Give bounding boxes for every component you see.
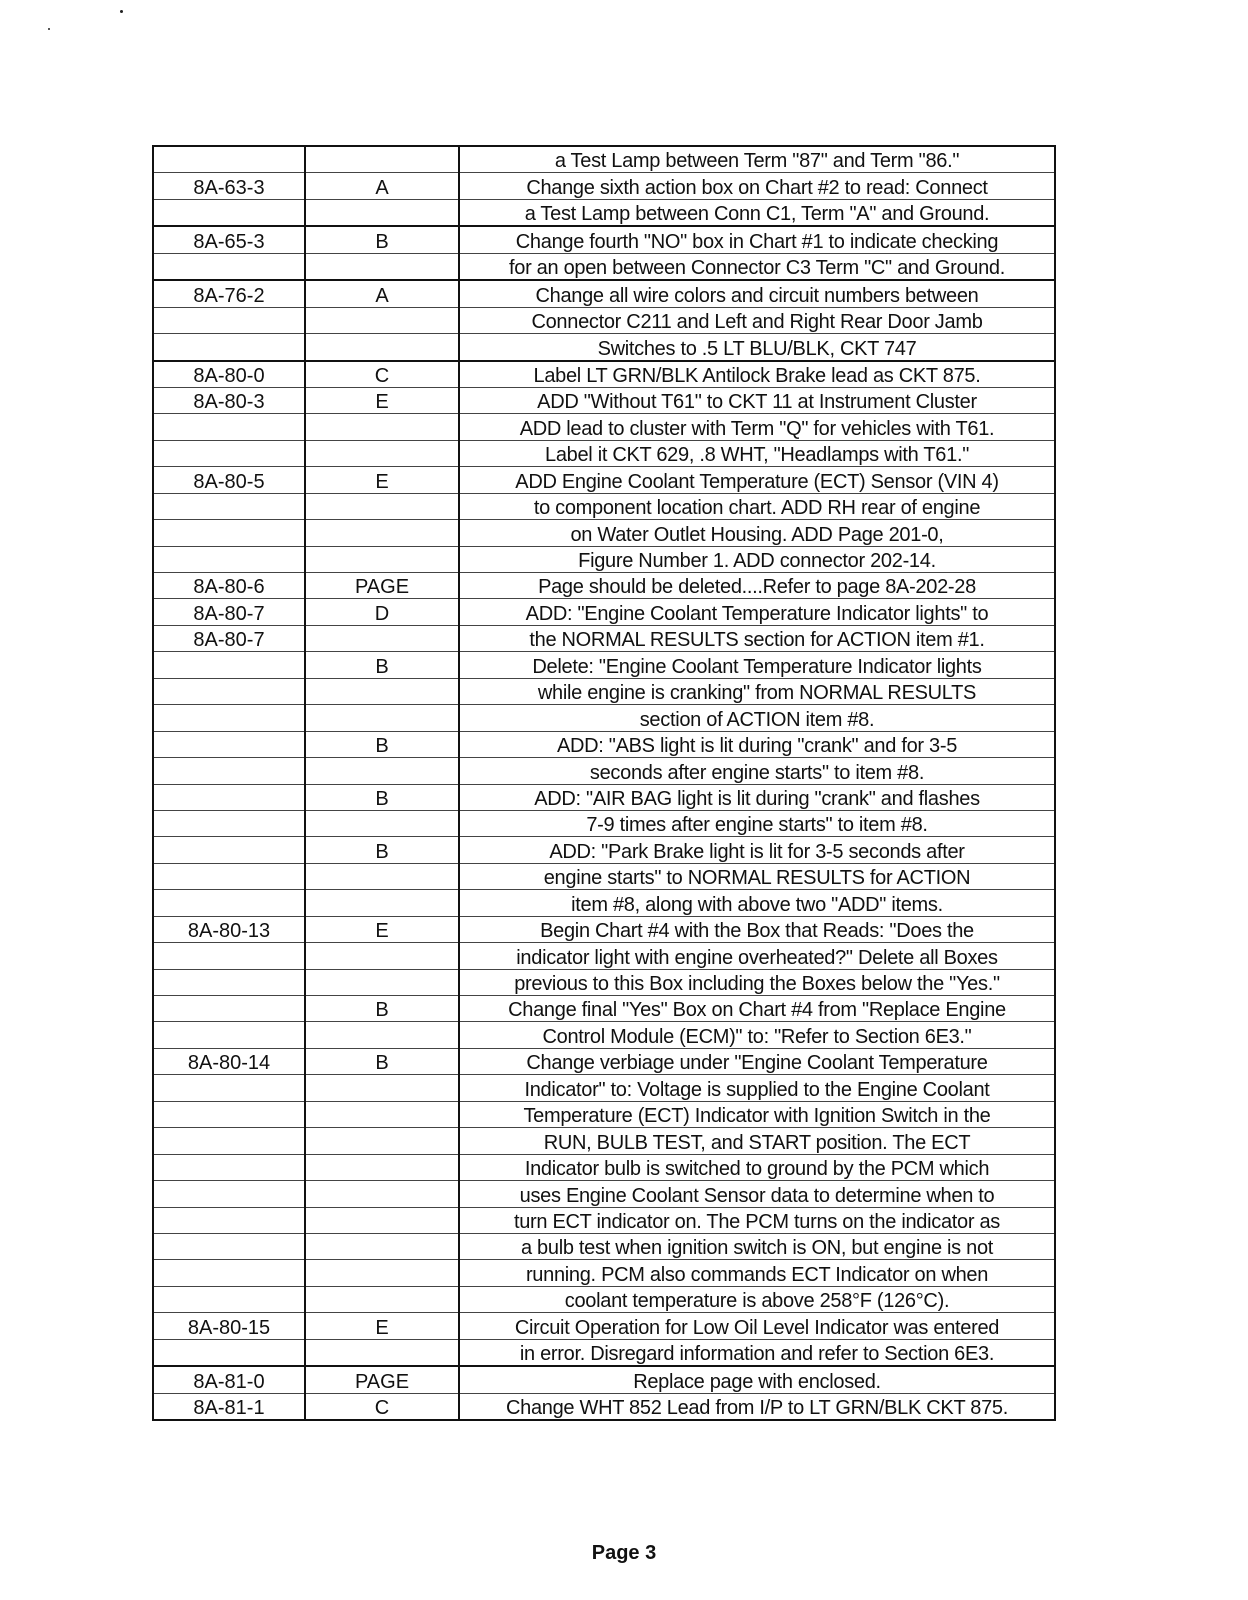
change-text-cell: item #8, along with above two "ADD" items. bbox=[459, 890, 1055, 916]
change-text-cell: Change verbiage under "Engine Coolant Temperature bbox=[459, 1048, 1055, 1074]
code-cell bbox=[305, 890, 459, 916]
page-ref-cell bbox=[153, 758, 305, 784]
change-text-cell: a Test Lamp between Term "87" and Term "86." bbox=[459, 146, 1055, 173]
table-row bbox=[153, 705, 1055, 731]
code-cell bbox=[305, 520, 459, 546]
code-cell: B bbox=[305, 996, 459, 1022]
change-text-cell: Change final "Yes" Box on Chart #4 from "Replace Engine bbox=[459, 996, 1055, 1022]
change-text-cell: Change all wire colors and circuit numbers between bbox=[459, 280, 1055, 307]
table-row bbox=[153, 1128, 1055, 1154]
change-text-cell: seconds after engine starts" to item #8. bbox=[459, 758, 1055, 784]
table-row bbox=[153, 652, 1055, 678]
code-cell: B bbox=[305, 784, 459, 810]
revision-table bbox=[152, 145, 1056, 1421]
table-row bbox=[153, 1233, 1055, 1259]
change-text-cell: Page should be deleted....Refer to page 8A-202-28 bbox=[459, 573, 1055, 599]
table-row bbox=[153, 307, 1055, 333]
page-ref-cell: 8A-81-1 bbox=[153, 1393, 305, 1420]
code-cell bbox=[305, 334, 459, 361]
page-ref-cell: 8A-80-0 bbox=[153, 361, 305, 388]
page-ref-cell bbox=[153, 1154, 305, 1180]
code-cell bbox=[305, 1181, 459, 1207]
change-text-cell: running. PCM also commands ECT Indicator on when bbox=[459, 1260, 1055, 1286]
table-row bbox=[153, 361, 1055, 388]
page-ref-cell bbox=[153, 705, 305, 731]
page-ref-cell bbox=[153, 1101, 305, 1127]
page-ref-cell bbox=[153, 996, 305, 1022]
code-cell bbox=[305, 493, 459, 519]
page-ref-cell bbox=[153, 199, 305, 226]
page-ref-cell bbox=[153, 520, 305, 546]
change-text-cell: on Water Outlet Housing. ADD Page 201-0, bbox=[459, 520, 1055, 546]
page-ref-cell: 8A-80-13 bbox=[153, 916, 305, 942]
table-row bbox=[153, 969, 1055, 995]
page-ref-cell bbox=[153, 1260, 305, 1286]
page-ref-cell bbox=[153, 546, 305, 572]
change-text-cell: a Test Lamp between Conn C1, Term "A" and Ground. bbox=[459, 199, 1055, 226]
table-row bbox=[153, 387, 1055, 413]
page-ref-cell: 8A-81-0 bbox=[153, 1366, 305, 1393]
change-text-cell: Change fourth "NO" box in Chart #1 to indicate checking bbox=[459, 226, 1055, 253]
table-row bbox=[153, 467, 1055, 493]
code-cell bbox=[305, 146, 459, 173]
table-row bbox=[153, 1260, 1055, 1286]
change-text-cell: section of ACTION item #8. bbox=[459, 705, 1055, 731]
code-cell: B bbox=[305, 652, 459, 678]
page-number: Page 3 bbox=[591, 1542, 657, 1564]
table-row bbox=[153, 1313, 1055, 1339]
change-text-cell: Label LT GRN/BLK Antilock Brake lead as CKT 875. bbox=[459, 361, 1055, 388]
page-ref-cell: 8A-63-3 bbox=[153, 173, 305, 199]
page-ref-cell bbox=[153, 1339, 305, 1366]
page-ref-cell: 8A-76-2 bbox=[153, 280, 305, 307]
code-cell bbox=[305, 1339, 459, 1366]
table-row bbox=[153, 520, 1055, 546]
code-cell bbox=[305, 705, 459, 731]
page-ref-cell: 8A-80-6 bbox=[153, 573, 305, 599]
table-row bbox=[153, 1154, 1055, 1180]
page-ref-cell bbox=[153, 146, 305, 173]
code-cell: PAGE bbox=[305, 1366, 459, 1393]
code-cell: D bbox=[305, 599, 459, 625]
change-text-cell: Begin Chart #4 with the Box that Reads: "Does the bbox=[459, 916, 1055, 942]
table-row bbox=[153, 226, 1055, 253]
table-row bbox=[153, 1393, 1055, 1420]
change-text-cell: ADD: "AIR BAG light is lit during "crank" and flashes bbox=[459, 784, 1055, 810]
table-row bbox=[153, 1286, 1055, 1312]
change-text-cell: indicator light with engine overheated?" Delete all Boxes bbox=[459, 943, 1055, 969]
page-ref-cell bbox=[153, 652, 305, 678]
change-text-cell: previous to this Box including the Boxes below the "Yes." bbox=[459, 969, 1055, 995]
revision-table-body bbox=[153, 146, 1055, 1420]
table-row bbox=[153, 599, 1055, 625]
code-cell bbox=[305, 1207, 459, 1233]
page-ref-cell bbox=[153, 784, 305, 810]
page-ref-cell: 8A-80-15 bbox=[153, 1313, 305, 1339]
change-text-cell: ADD "Without T61" to CKT 11 at Instrument Cluster bbox=[459, 387, 1055, 413]
change-text-cell: Change WHT 852 Lead from I/P to LT GRN/BLK CKT 875. bbox=[459, 1393, 1055, 1420]
code-cell: A bbox=[305, 173, 459, 199]
page-ref-cell bbox=[153, 414, 305, 440]
change-text-cell: Connector C211 and Left and Right Rear Door Jamb bbox=[459, 307, 1055, 333]
page-ref-cell bbox=[153, 863, 305, 889]
change-text-cell: a bulb test when ignition switch is ON, but engine is not bbox=[459, 1233, 1055, 1259]
page-ref-cell bbox=[153, 1233, 305, 1259]
table-row bbox=[153, 758, 1055, 784]
code-cell: A bbox=[305, 280, 459, 307]
change-text-cell: Indicator" to: Voltage is supplied to the Engine Coolant bbox=[459, 1075, 1055, 1101]
table-row bbox=[153, 1339, 1055, 1366]
page-ref-cell bbox=[153, 253, 305, 280]
table-row bbox=[153, 784, 1055, 810]
change-text-cell: Switches to .5 LT BLU/BLK, CKT 747 bbox=[459, 334, 1055, 361]
change-text-cell: uses Engine Coolant Sensor data to determine when to bbox=[459, 1181, 1055, 1207]
code-cell bbox=[305, 678, 459, 704]
scan-speck bbox=[48, 28, 50, 30]
table-row bbox=[153, 280, 1055, 307]
change-text-cell: coolant temperature is above 258°F (126°C). bbox=[459, 1286, 1055, 1312]
table-row bbox=[153, 943, 1055, 969]
code-cell: E bbox=[305, 1313, 459, 1339]
code-cell bbox=[305, 1022, 459, 1048]
page-ref-cell: 8A-80-5 bbox=[153, 467, 305, 493]
change-text-cell: Replace page with enclosed. bbox=[459, 1366, 1055, 1393]
table-row bbox=[153, 414, 1055, 440]
page-ref-cell bbox=[153, 890, 305, 916]
table-row bbox=[153, 678, 1055, 704]
code-cell bbox=[305, 307, 459, 333]
code-cell bbox=[305, 1128, 459, 1154]
page-ref-cell bbox=[153, 307, 305, 333]
page-ref-cell bbox=[153, 731, 305, 757]
change-text-cell: ADD: "ABS light is lit during "crank" and for 3-5 bbox=[459, 731, 1055, 757]
code-cell: E bbox=[305, 916, 459, 942]
code-cell: E bbox=[305, 387, 459, 413]
code-cell bbox=[305, 1286, 459, 1312]
page-ref-cell bbox=[153, 969, 305, 995]
code-cell: E bbox=[305, 467, 459, 493]
code-cell bbox=[305, 863, 459, 889]
table-row bbox=[153, 863, 1055, 889]
code-cell bbox=[305, 1154, 459, 1180]
table-row bbox=[153, 731, 1055, 757]
change-text-cell: in error. Disregard information and refer to Section 6E3. bbox=[459, 1339, 1055, 1366]
code-cell: B bbox=[305, 731, 459, 757]
code-cell bbox=[305, 810, 459, 836]
table-row bbox=[153, 146, 1055, 173]
table-row bbox=[153, 1181, 1055, 1207]
change-text-cell: ADD: "Park Brake light is lit for 3-5 seconds after bbox=[459, 837, 1055, 863]
page-ref-cell bbox=[153, 1286, 305, 1312]
table-row bbox=[153, 810, 1055, 836]
page-ref-cell bbox=[153, 1207, 305, 1233]
code-cell bbox=[305, 943, 459, 969]
code-cell bbox=[305, 1075, 459, 1101]
change-text-cell: Delete: "Engine Coolant Temperature Indicator lights bbox=[459, 652, 1055, 678]
page-ref-cell bbox=[153, 1075, 305, 1101]
table-row bbox=[153, 1075, 1055, 1101]
code-cell bbox=[305, 1233, 459, 1259]
page-ref-cell bbox=[153, 810, 305, 836]
change-text-cell: engine starts" to NORMAL RESULTS for ACTION bbox=[459, 863, 1055, 889]
table-row bbox=[153, 837, 1055, 863]
change-text-cell: Control Module (ECM)" to: "Refer to Section 6E3." bbox=[459, 1022, 1055, 1048]
code-cell bbox=[305, 1101, 459, 1127]
table-row bbox=[153, 890, 1055, 916]
change-text-cell: RUN, BULB TEST, and START position. The ECT bbox=[459, 1128, 1055, 1154]
page-ref-cell: 8A-65-3 bbox=[153, 226, 305, 253]
change-text-cell: 7-9 times after engine starts" to item #8. bbox=[459, 810, 1055, 836]
code-cell: B bbox=[305, 226, 459, 253]
page-ref-cell bbox=[153, 1181, 305, 1207]
code-cell bbox=[305, 440, 459, 466]
code-cell: C bbox=[305, 1393, 459, 1420]
code-cell bbox=[305, 758, 459, 784]
table-row bbox=[153, 1207, 1055, 1233]
table-row bbox=[153, 173, 1055, 199]
table-row bbox=[153, 253, 1055, 280]
code-cell: C bbox=[305, 361, 459, 388]
table-row bbox=[153, 199, 1055, 226]
code-cell bbox=[305, 969, 459, 995]
change-text-cell: turn ECT indicator on. The PCM turns on the indicator as bbox=[459, 1207, 1055, 1233]
change-text-cell: Temperature (ECT) Indicator with Ignition Switch in the bbox=[459, 1101, 1055, 1127]
change-text-cell: while engine is cranking" from NORMAL RESULTS bbox=[459, 678, 1055, 704]
table-row bbox=[153, 1101, 1055, 1127]
code-cell bbox=[305, 1260, 459, 1286]
page-ref-cell bbox=[153, 1022, 305, 1048]
page-ref-cell bbox=[153, 440, 305, 466]
code-cell: B bbox=[305, 1048, 459, 1074]
page-ref-cell bbox=[153, 943, 305, 969]
page-ref-cell bbox=[153, 493, 305, 519]
page-ref-cell bbox=[153, 678, 305, 704]
change-text-cell: Figure Number 1. ADD connector 202-14. bbox=[459, 546, 1055, 572]
table-row bbox=[153, 996, 1055, 1022]
table-row bbox=[153, 916, 1055, 942]
change-text-cell: Indicator bulb is switched to ground by the PCM which bbox=[459, 1154, 1055, 1180]
change-text-cell: for an open between Connector C3 Term "C" and Ground. bbox=[459, 253, 1055, 280]
code-cell bbox=[305, 546, 459, 572]
change-text-cell: Circuit Operation for Low Oil Level Indicator was entered bbox=[459, 1313, 1055, 1339]
change-text-cell: Label it CKT 629, .8 WHT, "Headlamps with T61." bbox=[459, 440, 1055, 466]
page-ref-cell bbox=[153, 1128, 305, 1154]
page-ref-cell: 8A-80-3 bbox=[153, 387, 305, 413]
table-row bbox=[153, 1022, 1055, 1048]
table-row bbox=[153, 1366, 1055, 1393]
code-cell bbox=[305, 199, 459, 226]
table-row bbox=[153, 440, 1055, 466]
code-cell bbox=[305, 253, 459, 280]
page-ref-cell bbox=[153, 837, 305, 863]
table-row bbox=[153, 625, 1055, 651]
code-cell bbox=[305, 414, 459, 440]
table-row bbox=[153, 546, 1055, 572]
page-ref-cell: 8A-80-7 bbox=[153, 625, 305, 651]
page-ref-cell: 8A-80-14 bbox=[153, 1048, 305, 1074]
scan-speck bbox=[120, 10, 123, 13]
change-text-cell: ADD Engine Coolant Temperature (ECT) Sensor (VIN 4) bbox=[459, 467, 1055, 493]
change-text-cell: to component location chart. ADD RH rear of engine bbox=[459, 493, 1055, 519]
table-row bbox=[153, 1048, 1055, 1074]
change-text-cell: ADD: "Engine Coolant Temperature Indicator lights" to bbox=[459, 599, 1055, 625]
table-row bbox=[153, 493, 1055, 519]
table-row bbox=[153, 334, 1055, 361]
page-ref-cell bbox=[153, 334, 305, 361]
table-row bbox=[153, 573, 1055, 599]
code-cell: PAGE bbox=[305, 573, 459, 599]
change-text-cell: ADD lead to cluster with Term "Q" for vehicles with T61. bbox=[459, 414, 1055, 440]
code-cell: B bbox=[305, 837, 459, 863]
code-cell bbox=[305, 625, 459, 651]
change-text-cell: Change sixth action box on Chart #2 to read: Connect bbox=[459, 173, 1055, 199]
change-text-cell: the NORMAL RESULTS section for ACTION item #1. bbox=[459, 625, 1055, 651]
page-ref-cell: 8A-80-7 bbox=[153, 599, 305, 625]
